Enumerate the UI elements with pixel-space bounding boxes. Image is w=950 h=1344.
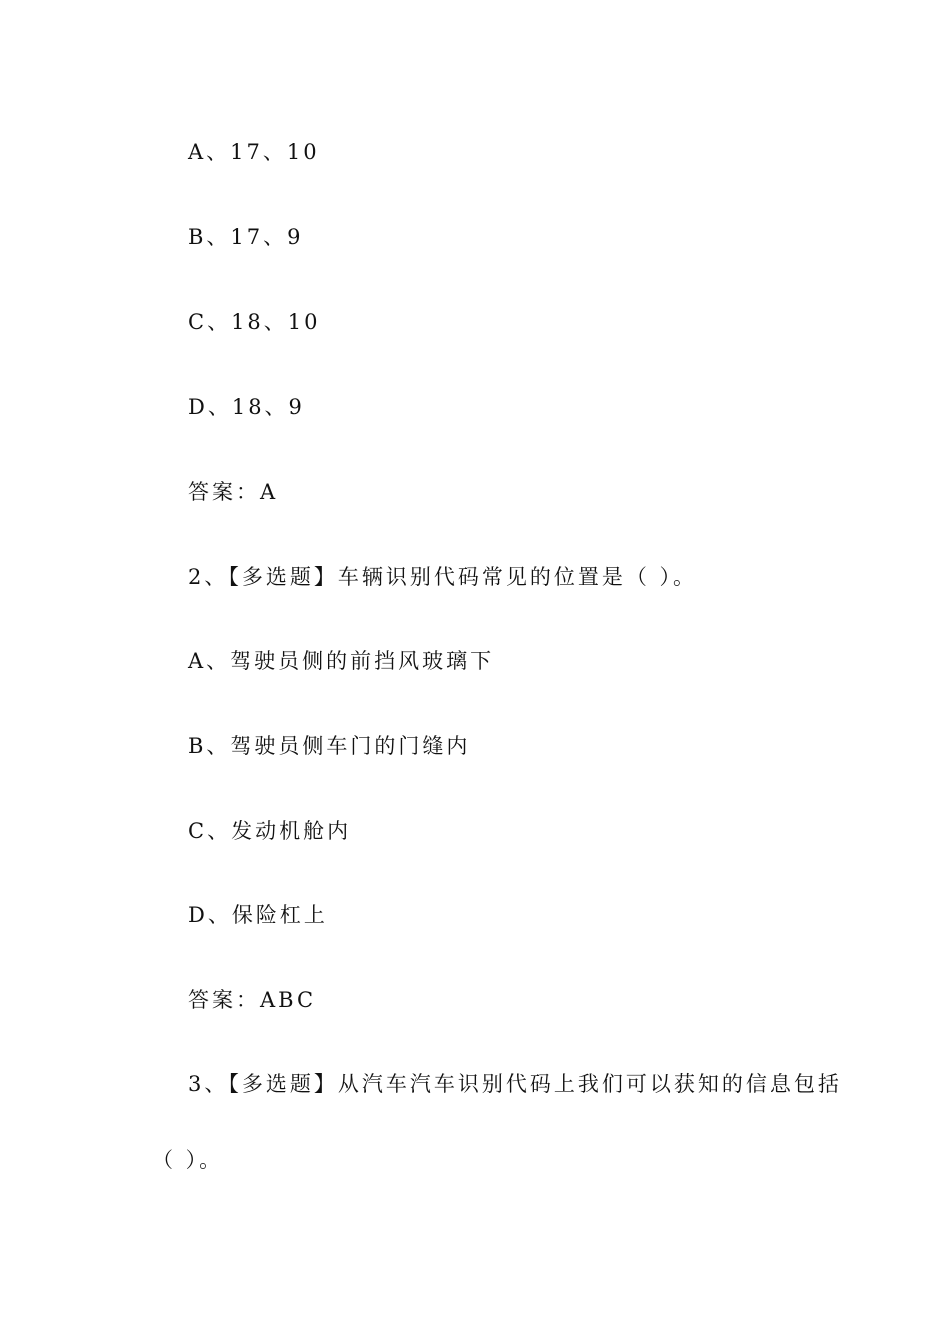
q2-option-b: B、驾驶员侧车门的门缝内 — [188, 734, 471, 758]
q2-stem: 2、【多选题】车辆识别代码常见的位置是（ ）。 — [188, 565, 698, 589]
q1-option-c: C、18、10 — [188, 310, 321, 334]
q2-answer: 答案：ABC — [188, 988, 317, 1012]
q3-stem-line2: （ ）。 — [152, 1148, 224, 1172]
q1-option-d: D、18、9 — [188, 395, 305, 419]
q3-stem-line1: 3、【多选题】从汽车汽车识别代码上我们可以获知的信息包括 — [188, 1072, 842, 1096]
q2-option-d: D、保险杠上 — [188, 903, 328, 927]
q1-answer: 答案：A — [188, 480, 279, 504]
q1-option-b: B、17、9 — [188, 225, 304, 249]
q2-option-a: A、驾驶员侧的前挡风玻璃下 — [188, 649, 495, 673]
q1-option-a: A、17、10 — [188, 140, 320, 164]
q2-option-c: C、发动机舱内 — [188, 819, 352, 843]
